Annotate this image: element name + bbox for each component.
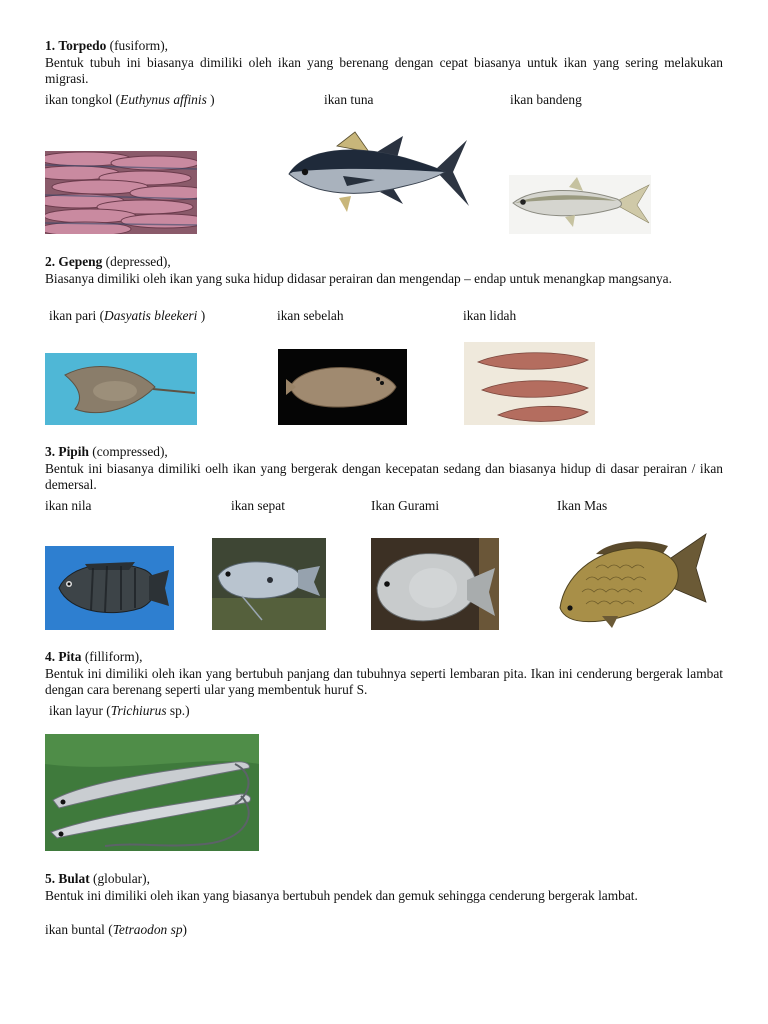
section-title: Torpedo	[58, 38, 107, 53]
section-shape-type: (globular),	[93, 871, 150, 886]
section-description: Bentuk ini dimiliki oleh ikan yang biasanya bertubuh pendek dan gemuk sehingga cenderung bergerak lambat.	[45, 887, 638, 903]
tuna-fish-photo	[285, 130, 470, 214]
section-shape-type: (filliform),	[84, 649, 143, 664]
section-heading	[45, 871, 723, 888]
gurami-fish-photo	[371, 538, 499, 630]
example-labels-row	[45, 92, 725, 108]
section-number: 3.	[45, 444, 56, 459]
section-description: Biasanya dimiliki oleh ikan yang suka hidup didasar perairan dan mengendap – endap untuk menangkap mangsanya.	[45, 270, 672, 286]
example-label: ikan nila	[45, 498, 92, 513]
section-heading	[45, 38, 723, 55]
section-gepeng	[45, 254, 723, 287]
example-label: Ikan Gurami	[371, 498, 440, 513]
nila-fish-photo	[45, 546, 174, 630]
example-label: ikan bandeng	[510, 92, 582, 107]
section-heading	[45, 649, 723, 666]
sepat-fish-photo	[212, 538, 326, 630]
example-label: ikan tongkol (Euthynus affinis )	[45, 92, 215, 107]
section-title: Gepeng	[58, 254, 103, 269]
example-label: ikan buntal (Tetraodon sp)	[45, 922, 187, 937]
section-pipih	[45, 444, 723, 494]
section-description: Bentuk ini biasanya dimiliki oelh ikan yang bergerak dengan kecepatan sedang dan biasanya hidup di dasar perairan / ikan demersal.	[45, 460, 723, 492]
section-number: 5.	[45, 871, 56, 886]
section-torpedo	[45, 38, 723, 88]
section-heading	[45, 254, 723, 271]
section-title: Bulat	[58, 871, 90, 886]
section-number: 4.	[45, 649, 56, 664]
example-label: ikan tuna	[324, 92, 374, 107]
section-shape-type: (compressed),	[92, 444, 168, 459]
section-title: Pipih	[58, 444, 89, 459]
section-number: 2.	[45, 254, 56, 269]
layur-fish-photo	[45, 734, 259, 851]
bandeng-fish-photo	[509, 175, 651, 234]
section-shape-type: (fusiform),	[109, 38, 169, 53]
example-label: ikan layur (Trichiurus sp.)	[49, 703, 190, 718]
section-heading	[45, 444, 723, 461]
example-label: ikan lidah	[463, 308, 517, 323]
example-labels-row	[45, 922, 725, 938]
section-shape-type: (depressed),	[105, 254, 171, 269]
example-labels-row	[45, 703, 725, 719]
pari-fish-photo	[45, 353, 197, 425]
section-number: 1.	[45, 38, 56, 53]
lidah-fish-photo	[464, 342, 595, 425]
section-bulat	[45, 871, 723, 904]
mas-fish-photo	[556, 530, 708, 630]
example-label: ikan sebelah	[277, 308, 344, 323]
section-title: Pita	[58, 649, 82, 664]
sebelah-fish-photo	[278, 349, 407, 425]
example-labels-row	[45, 308, 725, 324]
section-description: Bentuk tubuh ini biasanya dimiliki oleh ikan yang berenang dengan cepat biasanya untuk ikan yang sering melakukan migrasi.	[45, 54, 723, 86]
example-label: ikan pari (Dasyatis bleekeri )	[49, 308, 206, 323]
example-labels-row	[45, 498, 725, 514]
example-label: Ikan Mas	[557, 498, 608, 513]
section-pita	[45, 649, 723, 699]
tongkol-fish-photo	[45, 151, 197, 234]
section-description: Bentuk ini dimiliki oleh ikan yang bertubuh panjang dan tubuhnya seperti lembaran pita. Ikan ini cenderung bergerak lambat dengan cara berenang seperti ular yang membentuk huruf S.	[45, 665, 723, 697]
example-label: ikan sepat	[231, 498, 285, 513]
